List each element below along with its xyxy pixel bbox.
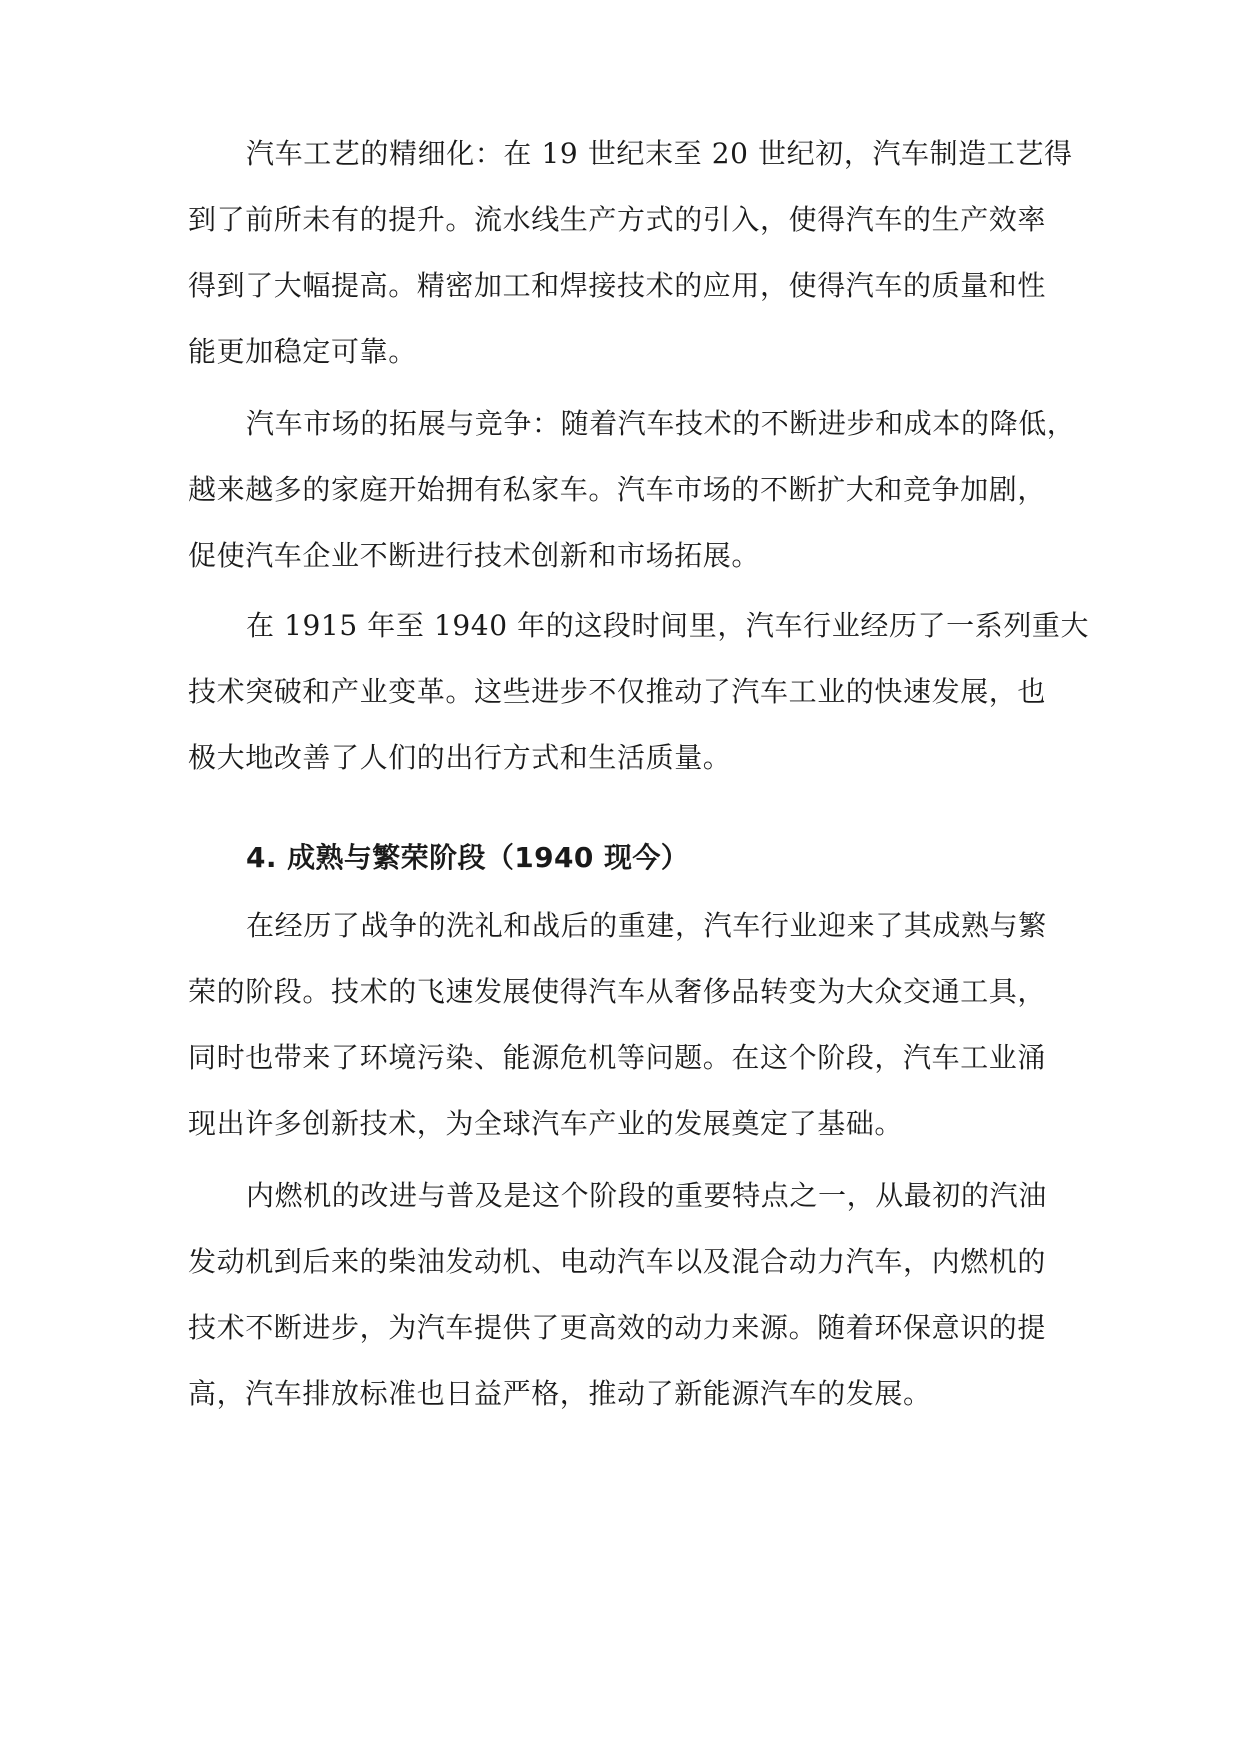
- paragraph-line: 现出许多创新技术，为全球汽车产业的发展奠定了基础。: [188, 1107, 904, 1140]
- paragraph-line: 能更加稳定可靠。: [188, 335, 417, 368]
- paragraph-line: 荣的阶段。技术的飞速发展使得汽车从奢侈品转变为大众交通工具，: [188, 975, 1047, 1008]
- paragraph-line: 在 1915 年至 1940 年的这段时间里，汽车行业经历了一系列重大: [246, 609, 1090, 642]
- paragraph-line: 技术突破和产业变革。这些进步不仅推动了汽车工业的快速发展，也: [188, 675, 1047, 708]
- paragraph-line: 促使汽车企业不断进行技术创新和市场拓展。: [188, 539, 761, 572]
- paragraph-line: 得到了大幅提高。精密加工和焊接技术的应用，使得汽车的质量和性: [188, 269, 1047, 302]
- paragraph-line: 发动机到后来的柴油发动机、电动汽车以及混合动力汽车，内燃机的: [188, 1245, 1047, 1278]
- paragraph-line: 高，汽车排放标准也日益严格，推动了新能源汽车的发展。: [188, 1377, 932, 1410]
- paragraph-line: 技术不断进步，为汽车提供了更高效的动力来源。随着环保意识的提: [188, 1311, 1047, 1344]
- section-heading: 4. 成熟与繁荣阶段（1940 现今）: [246, 841, 690, 874]
- paragraph-line: 汽车工艺的精细化：在 19 世纪末至 20 世纪初，汽车制造工艺得: [246, 137, 1073, 170]
- paragraph-line: 同时也带来了环境污染、能源危机等问题。在这个阶段，汽车工业涌: [188, 1041, 1047, 1074]
- paragraph-line: 极大地改善了人们的出行方式和生活质量。: [188, 741, 732, 774]
- paragraph-line: 在经历了战争的洗礼和战后的重建，汽车行业迎来了其成熟与繁: [246, 909, 1047, 942]
- paragraph-line: 内燃机的改进与普及是这个阶段的重要特点之一，从最初的汽油: [246, 1179, 1047, 1212]
- paragraph-line: 越来越多的家庭开始拥有私家车。汽车市场的不断扩大和竞争加剧，: [188, 473, 1047, 506]
- paragraph-line: 汽车市场的拓展与竞争：随着汽车技术的不断进步和成本的降低，: [246, 407, 1076, 440]
- paragraph-line: 到了前所未有的提升。流水线生产方式的引入，使得汽车的生产效率: [188, 203, 1047, 236]
